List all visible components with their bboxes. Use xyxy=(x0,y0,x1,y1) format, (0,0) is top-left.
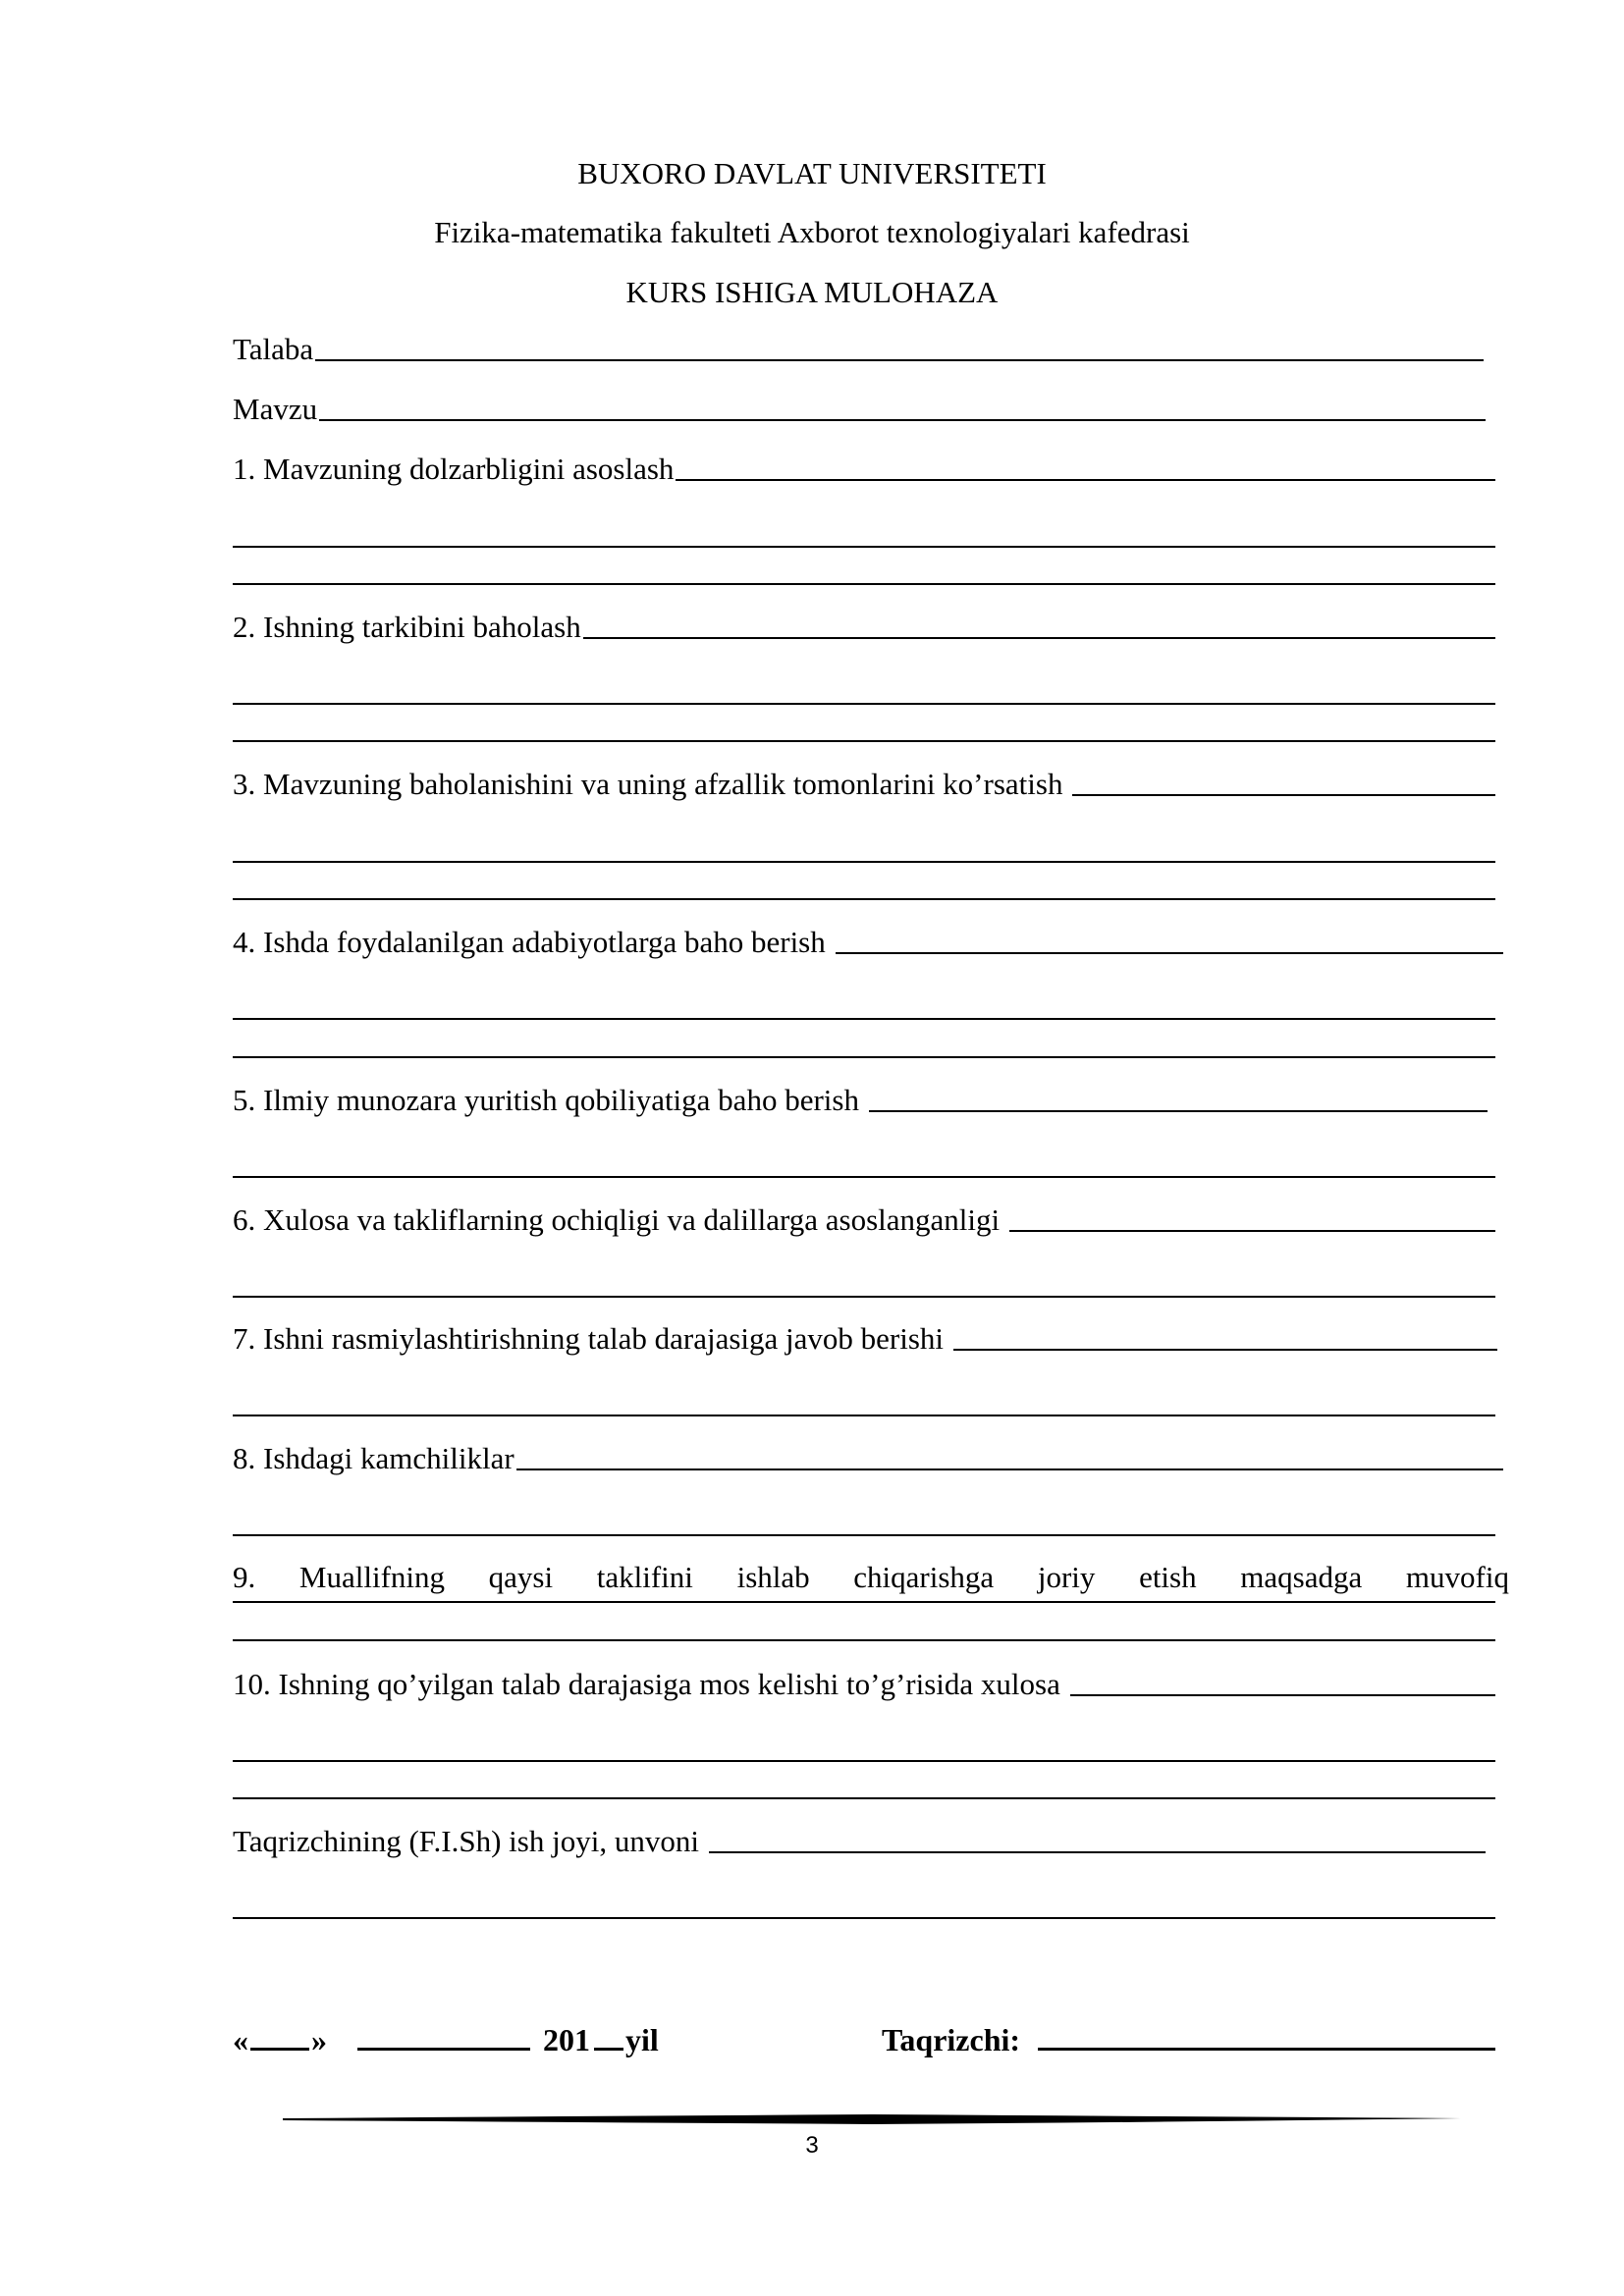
topic-field[interactable] xyxy=(233,391,1495,430)
item-6-blank[interactable] xyxy=(1009,1230,1495,1232)
item-3-line-3[interactable] xyxy=(233,898,1495,900)
item-6-label: 6. Xulosa va takliflarning ochiqligi va dalillarga asoslanganligi xyxy=(233,1202,1001,1237)
topic-label: Mavzu xyxy=(233,392,318,426)
year-blank[interactable] xyxy=(594,2048,623,2051)
item-9-label: 9. Muallifning qaysi taklifini ishlab chiqarishga joriy etish maqsadga muvofiq xyxy=(233,1560,1509,1594)
item-2[interactable] xyxy=(233,609,1495,648)
item-3-line-2[interactable] xyxy=(233,861,1495,863)
item-9-line-2[interactable] xyxy=(233,1639,1495,1641)
year-prefix: 201 xyxy=(543,2022,590,2057)
item-6-line-2[interactable] xyxy=(233,1296,1495,1298)
date-quote-open: « xyxy=(233,2022,248,2057)
reviewer-field[interactable] xyxy=(233,1823,1495,1862)
item-10-line-2[interactable] xyxy=(233,1760,1495,1762)
university-name: BUXORO DAVLAT UNIVERSITETI xyxy=(577,156,1047,190)
item-9-line-1[interactable] xyxy=(233,1601,1495,1603)
item-6[interactable] xyxy=(233,1201,1495,1241)
reviewer-sign-blank[interactable] xyxy=(1038,2048,1495,2051)
item-4-blank[interactable] xyxy=(836,952,1503,954)
item-4-line-3[interactable] xyxy=(233,1056,1495,1058)
item-7-blank[interactable] xyxy=(953,1349,1497,1351)
item-5-line-2[interactable] xyxy=(233,1176,1495,1178)
reviewer-label: Taqrizchining (F.I.Sh) ish joyi, unvoni xyxy=(233,1824,699,1858)
item-8-label: 8. Ishdagi kamchiliklar xyxy=(233,1441,514,1475)
item-4-label: 4. Ishda foydalanilgan adabiyotlarga baho berish xyxy=(233,925,826,959)
item-8-blank[interactable] xyxy=(516,1468,1503,1470)
month-blank[interactable] xyxy=(357,2048,530,2051)
item-2-label: 2. Ishning tarkibini baholash xyxy=(233,610,581,644)
signature-row xyxy=(233,2015,1495,2058)
item-10-line-3[interactable] xyxy=(233,1797,1495,1799)
item-5-blank[interactable] xyxy=(869,1110,1488,1112)
student-label: Talaba xyxy=(233,332,314,366)
item-8-line-2[interactable] xyxy=(233,1534,1495,1536)
item-10-label: 10. Ishning qo’yilgan talab darajasiga mos kelishi to’g’risida xulosa xyxy=(233,1667,1060,1701)
item-5-label: 5. Ilmiy munozara yuritish qobiliyatiga baho berish xyxy=(233,1083,859,1117)
student-blank[interactable] xyxy=(315,359,1484,361)
reviewer-sign-label: Taqrizchi: xyxy=(882,2022,1021,2057)
topic-blank[interactable] xyxy=(319,419,1486,421)
reviewer-line-2[interactable] xyxy=(233,1917,1495,1919)
item-8[interactable] xyxy=(233,1440,1495,1479)
page-title: KURS ISHIGA MULOHAZA xyxy=(625,275,999,309)
student-field[interactable] xyxy=(233,331,1495,370)
item-3[interactable] xyxy=(233,766,1495,805)
page-number: 3 xyxy=(805,2132,819,2159)
item-3-blank[interactable] xyxy=(1072,794,1495,796)
item-10-blank[interactable] xyxy=(1070,1694,1495,1696)
faculty-line: Fizika-matematika fakulteti Axborot texnologiyalari kafedrasi xyxy=(434,215,1190,249)
date-quote-close: » xyxy=(311,2022,327,2057)
item-2-line-2[interactable] xyxy=(233,703,1495,705)
item-3-label: 3. Mavzuning baholanishini va uning afzallik tomonlarini ko’rsatish xyxy=(233,767,1063,801)
item-4-line-2[interactable] xyxy=(233,1018,1495,1020)
reviewer-blank[interactable] xyxy=(709,1851,1486,1853)
item-1-line-2[interactable] xyxy=(233,546,1495,548)
item-2-blank[interactable] xyxy=(583,637,1495,639)
item-1[interactable] xyxy=(233,451,1495,490)
day-blank[interactable] xyxy=(250,2048,309,2051)
footer-rule xyxy=(283,2112,1461,2126)
item-10[interactable] xyxy=(233,1666,1495,1705)
item-5[interactable] xyxy=(233,1082,1495,1121)
item-7-label: 7. Ishni rasmiylashtirishning talab darajasiga javob berishi xyxy=(233,1321,945,1356)
item-1-blank[interactable] xyxy=(676,479,1495,481)
item-7-line-2[interactable] xyxy=(233,1415,1495,1416)
item-1-label: 1. Mavzuning dolzarbligini asoslash xyxy=(233,452,675,486)
item-7[interactable] xyxy=(233,1320,1495,1360)
year-suffix: yil xyxy=(625,2022,659,2057)
item-1-line-3[interactable] xyxy=(233,583,1495,585)
item-2-line-3[interactable] xyxy=(233,740,1495,742)
item-4[interactable] xyxy=(233,924,1495,963)
